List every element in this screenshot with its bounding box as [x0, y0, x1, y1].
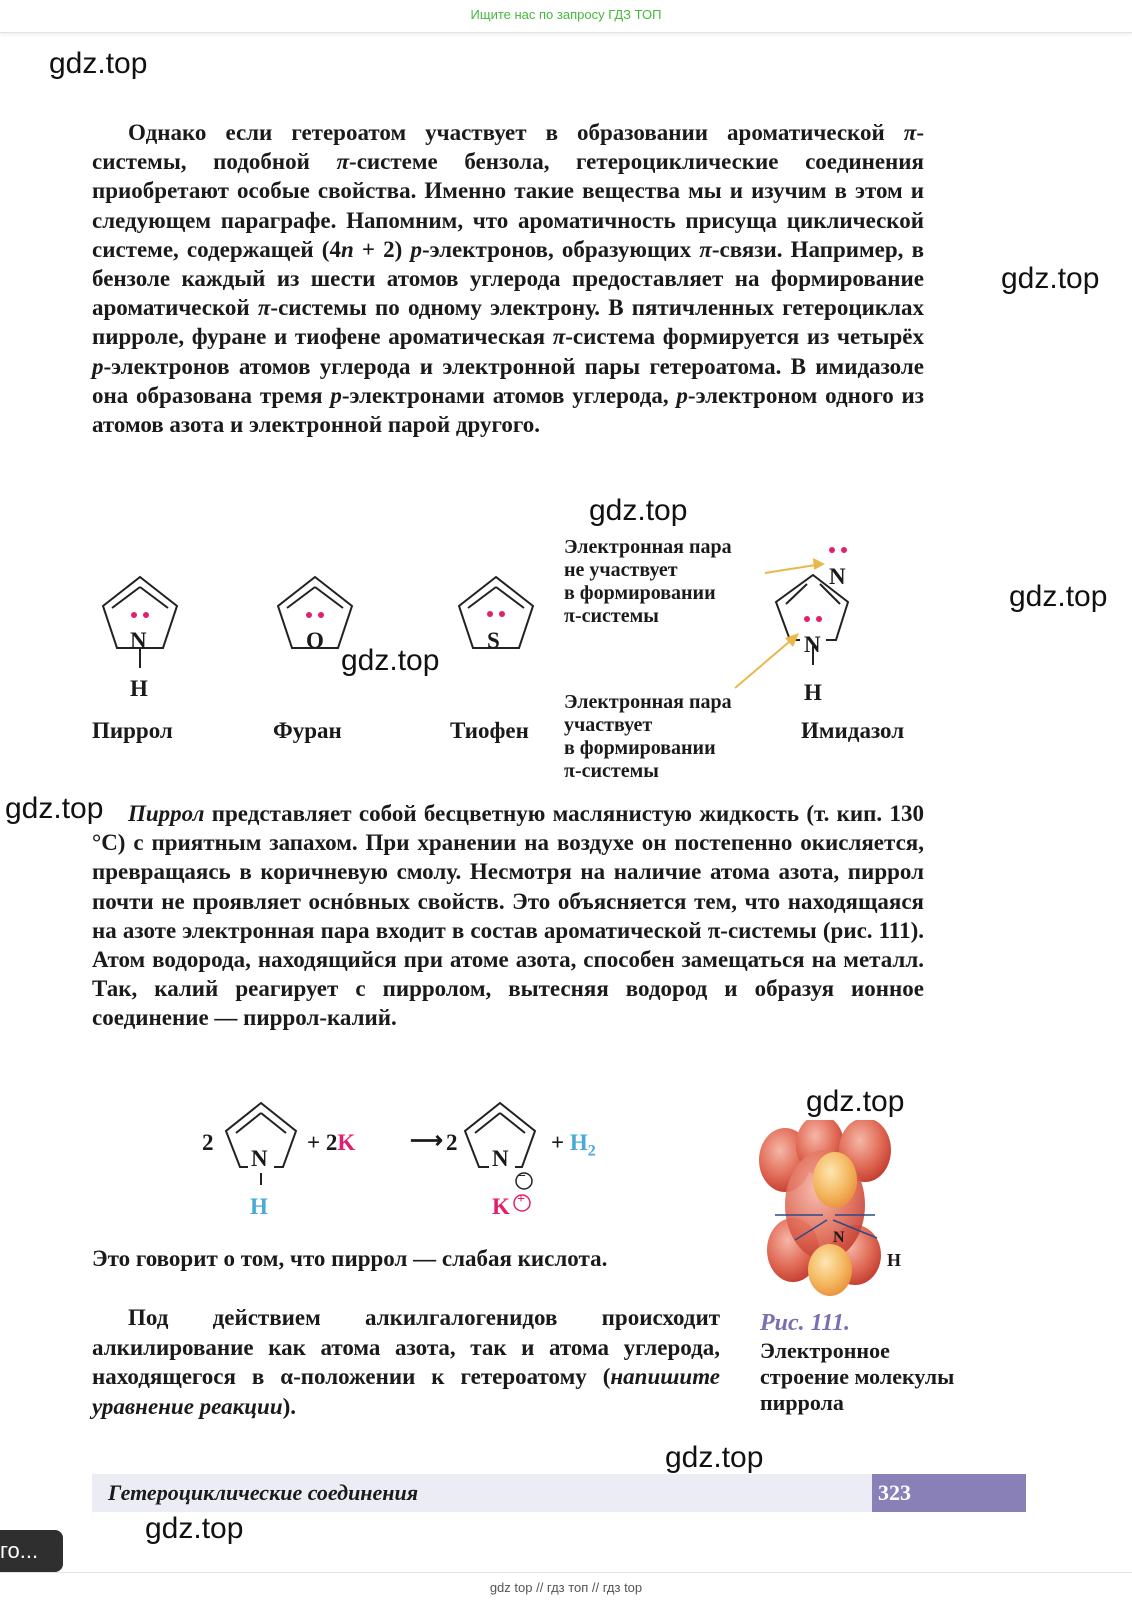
watermark: gdz.top — [49, 47, 148, 80]
bottom-bar — [0, 1572, 1132, 1606]
reaction-plus-h2: + $H_2$ — [551, 1130, 596, 1160]
imidazole-name: Имидазол — [801, 718, 905, 743]
figure-caption: Рис. 111. Электронное строение молекулы пиррола — [760, 1310, 955, 1415]
reaction-h: H — [250, 1194, 268, 1219]
reaction-plus-k: + 2K — [307, 1130, 356, 1155]
lone-pair-dot — [131, 612, 137, 618]
furan-o: O — [306, 628, 324, 653]
arrow-participates — [735, 636, 796, 688]
lone-pair-dot — [318, 612, 324, 618]
lone-pair-dot — [829, 547, 835, 553]
footer-title: Гетероциклические соединения — [108, 1480, 419, 1505]
lone-pair-dot — [499, 611, 505, 617]
lone-pair-dot — [841, 547, 847, 553]
lone-pair-dot — [804, 616, 810, 622]
reaction-n-1: N — [251, 1146, 268, 1171]
figure-h: H — [887, 1250, 902, 1270]
note-not-participates: Электронная пара не участвует в формировании π-системы — [564, 536, 732, 627]
watermark: gdz.top — [1009, 580, 1108, 613]
watermark: gdz.top — [145, 1512, 244, 1545]
top-banner-text: Ищите нас по запросу ГДЗ ТОП — [470, 7, 662, 22]
pyrrole-h: H — [130, 676, 148, 701]
paragraph-alkylation: Под действием алкилгалогенидов происходит алкилирование как атома азота, так и атома углерода, находящегося в α-положении к гетероатому (напишите уравнение реакции). — [92, 1305, 720, 1419]
page-number: 323 — [872, 1474, 1026, 1512]
watermark: gdz.top — [1001, 262, 1100, 295]
watermark: gdz.top — [341, 644, 440, 677]
imidazole-n-top: N — [829, 564, 846, 589]
pyrrole-n: N — [130, 628, 147, 653]
reaction-k: K — [492, 1194, 510, 1219]
reaction-minus: − — [518, 1169, 526, 1184]
watermark: gdz.top — [589, 494, 688, 527]
reaction-coef-1: 2 — [202, 1130, 214, 1155]
lone-pair-dot — [816, 616, 822, 622]
reaction-n-2: N — [492, 1146, 509, 1171]
thiophene-name: Тиофен — [450, 718, 529, 743]
pyrrole-orbital-figure — [755, 1120, 945, 1310]
arrow-not-participates — [765, 564, 822, 573]
lone-pair-dot — [487, 611, 493, 617]
note-participates: Электронная пара участвует в формировании π-системы — [564, 691, 732, 782]
reaction-arrow: ⟶ — [410, 1128, 443, 1153]
paragraph-acid: Это говорит о том, что пиррол — слабая кислота. — [92, 1246, 608, 1271]
top-banner — [0, 0, 1132, 33]
watermark: gdz.top — [665, 1441, 764, 1474]
reaction-plus: + — [517, 1192, 525, 1207]
lone-pair-dot — [306, 612, 312, 618]
lone-pair-dot — [143, 612, 149, 618]
imidazole-n-bottom: N — [804, 632, 821, 657]
paragraph-intro: Однако если гетероатом участвует в образовании ароматической π-системы, подобной π-системе бензола, гетероциклические соединения приобретают особые свойства. Именно такие вещества мы и изучим в этом и следующем параграфе. Напомним, что ароматичность присуща циклической системе, содержащей (4n + 2) p-электронов, образующих π-связи. Например, в бензоле каждый из шести атомов углерода предоставляет на формирование ароматической π-системы по одному электрону. В пятичленных гетероциклах пирроле, фуране и тиофене ароматическая π-система формируется из четырёх p-электронов атомов углерода и электронной пары гетероатома. В имидазоле она образована тремя p-электронами атомов углерода, p-электроном одного из атомов азота и электронной парой другого. — [92, 120, 924, 438]
reaction-scheme — [0, 1095, 1132, 1235]
orbital-lobe-n — [813, 1152, 857, 1208]
watermark: gdz.top — [5, 792, 104, 825]
thiophene-s: S — [487, 628, 500, 653]
bottom-bar-text: gdz top // гдз топ // гдз top — [489, 1580, 643, 1595]
figure-n: N — [833, 1229, 845, 1246]
orbital-lobe-n — [808, 1244, 852, 1296]
imidazole-h: H — [804, 680, 822, 705]
paragraph-pyrrole: Пиррол представляет собой бесцветную маслянистую жидкость (т. кип. 130 °С) с приятным запахом. При хранении на воздухе он постепенно окисляется, превращаясь в коричневую смолу. Несмотря на наличие атома азота, пиррол почти не проявляет оснóвных свойств. Это объясняется тем, что находящаяся на азоте электронная пара входит в состав ароматической π-системы (рис. 111). Атом водорода, находящийся при атоме азота, способен замещаться на металл. Так, калий реагирует с пирролом, вытесняя водород и образуя ионное соединение — пиррол-калий. — [92, 801, 924, 1031]
reaction-coef-2: 2 — [446, 1130, 458, 1155]
side-tab-button[interactable]: го... — [0, 1530, 63, 1572]
watermark: gdz.top — [806, 1085, 905, 1118]
pyrrole-name: Пиррол — [92, 718, 173, 743]
furan-name: Фуран — [273, 718, 342, 743]
